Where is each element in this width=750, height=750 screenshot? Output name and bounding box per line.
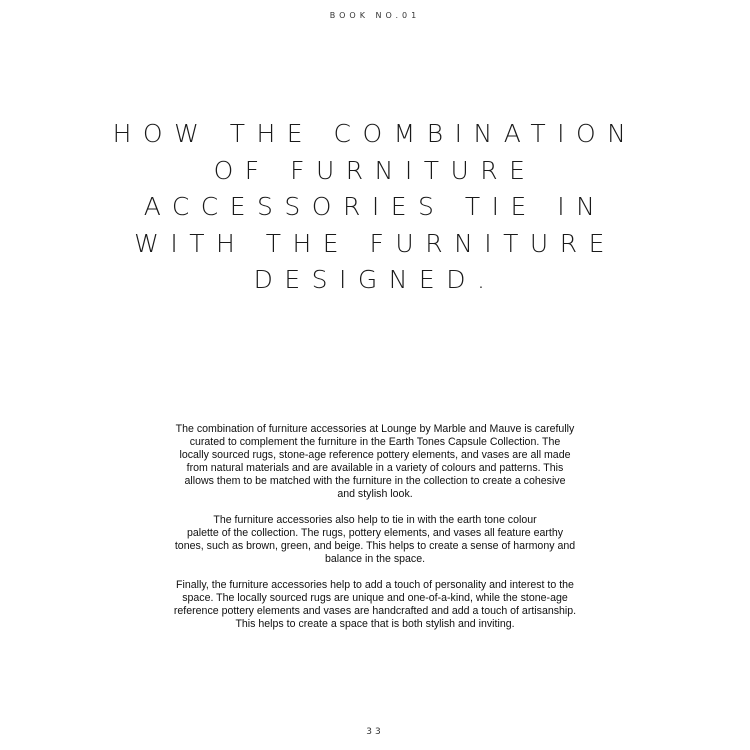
text-line: balance in the space. xyxy=(324,553,426,565)
text-line: Finally, the furniture accessories help to add a touch of personality and interest to the xyxy=(176,579,574,591)
paragraph-personality xyxy=(165,579,585,631)
body-text xyxy=(165,423,585,644)
paragraph-earth-tones xyxy=(165,514,585,566)
text-line: The combination of furniture accessories at Lounge by Marble and Mauve is carefully xyxy=(175,423,575,435)
text-line: curated to complement the furniture in the Earth Tones Capsule Collection. The xyxy=(189,436,561,448)
text-line: tones, such as brown, green, and beige. This helps to create a sense of harmony and xyxy=(174,540,576,552)
paragraph-combination xyxy=(165,423,585,501)
text-line: The furniture accessories also help to tie in with the earth tone colour xyxy=(213,514,537,526)
text-line: palette of the collection. The rugs, pottery elements, and vases all feature earthy xyxy=(186,527,564,539)
title-line: HOW THE COMBINATION xyxy=(112,119,638,148)
title-line: OF FURNITURE xyxy=(213,155,537,185)
text-line: locally sourced rugs, stone-age reference pottery elements, and vases are all made xyxy=(179,449,571,461)
text-line: from natural materials and are available in a variety of colours and patterns. This xyxy=(186,462,564,474)
title-line: DESIGNED. xyxy=(253,265,497,294)
text-line: reference pottery elements and vases are handcrafted and add a touch of artisanship. xyxy=(173,605,577,617)
page-number: 33 xyxy=(366,727,384,737)
title-line: ACCESSORIES TIE IN xyxy=(143,192,607,221)
text-line: This helps to create a space that is both stylish and inviting. xyxy=(235,618,515,630)
text-line: allows them to be matched with the furniture in the collection to create a cohesive xyxy=(184,475,566,487)
text-line: and stylish look. xyxy=(337,488,413,500)
text-line: space. The locally sourced rugs are unique and one-of-a-kind, while the stone-age xyxy=(182,592,568,604)
title-line: WITH THE FURNITURE xyxy=(134,228,616,258)
book-label: BOOK NO.01 xyxy=(329,11,421,20)
page-title xyxy=(60,116,690,299)
